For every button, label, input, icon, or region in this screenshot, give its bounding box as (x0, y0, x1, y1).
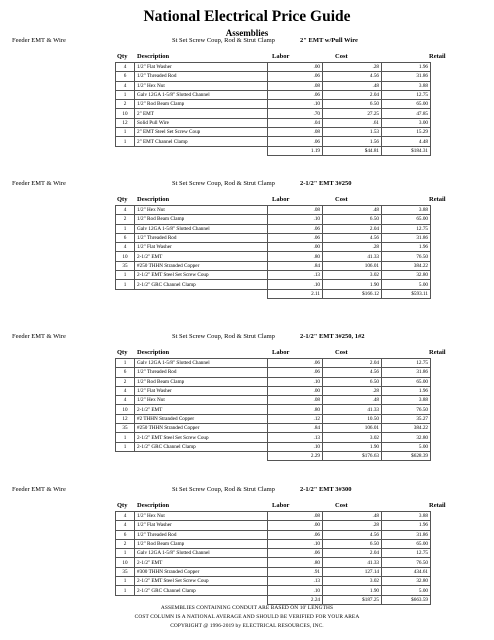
section-assembly-name: 2-1/2" EMT 3#250, 1#2 (300, 333, 365, 340)
labor-cell: .12 (268, 414, 323, 423)
labor-cell: .84 (268, 261, 323, 270)
total-retail: $663.59 (382, 595, 431, 604)
description-cell: 1/2" Threaded Rod (135, 233, 268, 242)
qty-cell: 35 (116, 424, 135, 433)
table-row (116, 243, 431, 252)
table-row (116, 252, 431, 261)
qty-cell: 2 (116, 377, 135, 386)
description-cell: 1/2" Hex Nut (135, 81, 268, 90)
table-row (116, 359, 431, 368)
total-retail: $184.31 (382, 146, 431, 155)
labor-cell: .00 (268, 63, 323, 72)
labor-cell: .10 (268, 100, 323, 109)
items-table (115, 358, 431, 461)
retail-cell: 5.00 (382, 586, 431, 595)
description-cell: 1/2" Hex Nut (135, 512, 268, 521)
qty-cell: 1 (116, 586, 135, 595)
labor-header: Labor (272, 53, 290, 60)
description-header: Description (137, 502, 170, 509)
description-cell: 1/2" Hex Nut (135, 396, 268, 405)
labor-cell: .10 (268, 280, 323, 289)
cost-cell: 4.56 (323, 530, 382, 539)
description-cell: 2-1/2" GRC Channel Clamp (135, 280, 268, 289)
qty-cell: 1 (116, 90, 135, 99)
retail-cell: 1.96 (382, 521, 431, 530)
description-cell: 2-1/2" EMT Steel Set Screw Coup (135, 577, 268, 586)
column-headers (0, 502, 494, 511)
total-labor: 2.11 (268, 289, 323, 298)
cost-cell: .48 (323, 396, 382, 405)
description-cell: Galv 12GA 1-5/8" Slotted Channel (135, 224, 268, 233)
labor-cell: .80 (268, 405, 323, 414)
qty-cell: 1 (116, 280, 135, 289)
retail-cell: 65.00 (382, 539, 431, 548)
labor-cell: .00 (268, 521, 323, 530)
description-cell: Galv 12GA 1-5/8" Slotted Channel (135, 549, 268, 558)
retail-cell: 1.96 (382, 386, 431, 395)
labor-cell: .00 (268, 243, 323, 252)
blank-cell (135, 595, 268, 604)
labor-cell: .06 (268, 359, 323, 368)
qty-cell: 4 (116, 512, 135, 521)
table-row (116, 206, 431, 215)
description-cell: 1/2" Hex Nut (135, 206, 268, 215)
labor-cell: .08 (268, 396, 323, 405)
qty-cell: 1 (116, 577, 135, 586)
cost-cell: 6.50 (323, 215, 382, 224)
retail-header: Retail (429, 196, 446, 203)
labor-header: Labor (272, 349, 290, 356)
retail-cell: 384.22 (382, 424, 431, 433)
table-row (116, 215, 431, 224)
description-cell: 2-1/2" EMT (135, 252, 268, 261)
labor-header: Labor (272, 196, 290, 203)
labor-cell: .08 (268, 512, 323, 521)
description-cell: 1/2" Rod Beam Clamp (135, 377, 268, 386)
blank-cell (116, 146, 135, 155)
retail-cell: 12.75 (382, 359, 431, 368)
table-row (116, 63, 431, 72)
cost-header: Cost (335, 196, 348, 203)
description-cell: 1/2" Threaded Rod (135, 72, 268, 81)
labor-cell: .13 (268, 433, 323, 442)
retail-cell: 5.00 (382, 442, 431, 451)
cost-cell: .28 (323, 63, 382, 72)
section-fittings: St Set Screw Coup, Rod & Strut Clamp (172, 180, 275, 187)
total-labor: 2.24 (268, 595, 323, 604)
cost-cell: 41.33 (323, 252, 382, 261)
retail-cell: 32.80 (382, 433, 431, 442)
labor-cell: .80 (268, 558, 323, 567)
retail-cell: 4.48 (382, 137, 431, 146)
table-row (116, 521, 431, 530)
table-row (116, 442, 431, 451)
table-row (116, 128, 431, 137)
retail-cell: 15.29 (382, 128, 431, 137)
qty-cell: 4 (116, 386, 135, 395)
labor-cell: .70 (268, 109, 323, 118)
footer-copyright: COPYRIGHT @ 1996-2019 by ELECTRICAL RESOURCES, INC. (170, 623, 324, 629)
retail-header: Retail (429, 53, 446, 60)
cost-header: Cost (335, 53, 348, 60)
section-assembly-name: 2-1/2" EMT 3#250 (300, 180, 352, 187)
section-category: Feeder EMT & Wire (12, 486, 66, 493)
retail-header: Retail (429, 502, 446, 509)
labor-cell: .08 (268, 128, 323, 137)
blank-cell (135, 289, 268, 298)
qty-cell: 1 (116, 359, 135, 368)
totals-row (116, 146, 431, 155)
section-assembly-name: 2-1/2" EMT 3#300 (300, 486, 352, 493)
total-labor: 2.29 (268, 451, 323, 460)
retail-cell: 35.27 (382, 414, 431, 423)
description-cell: 2" EMT Steel Set Screw Coup (135, 128, 268, 137)
description-cell: #300 THHN Stranded Copper (135, 567, 268, 576)
qty-cell: 1 (116, 224, 135, 233)
table-row (116, 377, 431, 386)
table-row (116, 137, 431, 146)
cost-cell: 41.33 (323, 558, 382, 567)
cost-cell: 4.56 (323, 368, 382, 377)
retail-cell: 3.88 (382, 512, 431, 521)
labor-cell: .06 (268, 549, 323, 558)
total-retail: $593.11 (382, 289, 431, 298)
table-row (116, 386, 431, 395)
cost-cell: .48 (323, 81, 382, 90)
cost-cell: 2.04 (323, 359, 382, 368)
qty-header: Qty (117, 349, 128, 356)
blank-cell (116, 595, 135, 604)
section-assembly-name: 2" EMT w/Pull Wire (300, 37, 358, 44)
totals-row (116, 451, 431, 460)
qty-header: Qty (117, 53, 128, 60)
qty-cell: 12 (116, 414, 135, 423)
description-cell: 2-1/2" EMT (135, 558, 268, 567)
table-row (116, 90, 431, 99)
footer-note-cost: COST COLUMN IS A NATIONAL AVERAGE AND SHOULD BE VERIFIED FOR YOUR AREA (134, 614, 360, 620)
description-cell: 2-1/2" GRC Channel Clamp (135, 442, 268, 451)
total-cost: $187.25 (323, 595, 382, 604)
labor-cell: .10 (268, 539, 323, 548)
table-row (116, 549, 431, 558)
retail-cell: 5.00 (382, 280, 431, 289)
description-cell: 1/2" Flat Washer (135, 243, 268, 252)
cost-cell: 6.50 (323, 377, 382, 386)
qty-cell: 1 (116, 442, 135, 451)
table-row (116, 396, 431, 405)
labor-cell: .10 (268, 586, 323, 595)
cost-cell: 10.50 (323, 414, 382, 423)
retail-cell: 47.85 (382, 109, 431, 118)
qty-cell: 6 (116, 368, 135, 377)
qty-cell: 35 (116, 567, 135, 576)
qty-cell: 1 (116, 128, 135, 137)
qty-cell: 1 (116, 271, 135, 280)
description-cell: 2-1/2" EMT (135, 405, 268, 414)
description-cell: #2 THHN Stranded Copper (135, 414, 268, 423)
table-row (116, 368, 431, 377)
labor-cell: .84 (268, 424, 323, 433)
labor-cell: .91 (268, 567, 323, 576)
blank-cell (135, 146, 268, 155)
description-cell: 1/2" Rod Beam Clamp (135, 215, 268, 224)
section-fittings: St Set Screw Coup, Rod & Strut Clamp (172, 486, 275, 493)
cost-cell: 27.25 (323, 109, 382, 118)
description-cell: 1/2" Threaded Rod (135, 368, 268, 377)
qty-cell: 10 (116, 109, 135, 118)
cost-cell: 127.14 (323, 567, 382, 576)
description-cell: 2-1/2" GRC Channel Clamp (135, 586, 268, 595)
footer-note-conduit: ASSEMBLIES CONTAINING CONDUIT ARE BASED ON 10' LENGTHS (160, 605, 334, 611)
description-cell: 2" EMT (135, 109, 268, 118)
qty-cell: 4 (116, 63, 135, 72)
cost-cell: .28 (323, 521, 382, 530)
table-row (116, 558, 431, 567)
cost-cell: 1.90 (323, 442, 382, 451)
section-fittings: St Set Screw Coup, Rod & Strut Clamp (172, 37, 275, 44)
retail-cell: 31.86 (382, 368, 431, 377)
retail-cell: 65.00 (382, 215, 431, 224)
cost-cell: 3.02 (323, 577, 382, 586)
cost-cell: 2.04 (323, 549, 382, 558)
section-category: Feeder EMT & Wire (12, 180, 66, 187)
retail-cell: 12.75 (382, 549, 431, 558)
labor-cell: .08 (268, 206, 323, 215)
section-category: Feeder EMT & Wire (12, 37, 66, 44)
cost-cell: 1.90 (323, 586, 382, 595)
total-cost: $166.12 (323, 289, 382, 298)
description-cell: Galv 12GA 1-5/8" Slotted Channel (135, 359, 268, 368)
labor-cell: .13 (268, 271, 323, 280)
table-row (116, 433, 431, 442)
column-headers (0, 53, 494, 62)
cost-cell: 2.04 (323, 224, 382, 233)
qty-cell: 12 (116, 118, 135, 127)
cost-cell: 3.02 (323, 433, 382, 442)
qty-cell: 35 (116, 261, 135, 270)
description-cell: 1/2" Rod Beam Clamp (135, 100, 268, 109)
qty-cell: 6 (116, 72, 135, 81)
qty-cell: 2 (116, 100, 135, 109)
table-row (116, 118, 431, 127)
table-row (116, 512, 431, 521)
labor-header: Labor (272, 502, 290, 509)
page-title: National Electrical Price Guide (143, 8, 351, 25)
cost-cell: 1.53 (323, 128, 382, 137)
cost-header: Cost (335, 502, 348, 509)
column-headers (0, 196, 494, 205)
column-headers (0, 349, 494, 358)
qty-header: Qty (117, 502, 128, 509)
retail-cell: 434.61 (382, 567, 431, 576)
description-cell: 1/2" Flat Washer (135, 386, 268, 395)
qty-header: Qty (117, 196, 128, 203)
qty-cell: 4 (116, 243, 135, 252)
retail-cell: 65.00 (382, 377, 431, 386)
retail-cell: 32.80 (382, 271, 431, 280)
items-table (115, 511, 431, 605)
qty-cell: 1 (116, 433, 135, 442)
retail-cell: 76.50 (382, 252, 431, 261)
labor-cell: .06 (268, 233, 323, 242)
retail-cell: 12.75 (382, 90, 431, 99)
qty-cell: 4 (116, 206, 135, 215)
description-cell: 1/2" Threaded Rod (135, 530, 268, 539)
qty-cell: 4 (116, 81, 135, 90)
retail-cell: 31.86 (382, 72, 431, 81)
description-cell: 1/2" Rod Beam Clamp (135, 539, 268, 548)
description-cell: 1/2" Flat Washer (135, 63, 268, 72)
labor-cell: .06 (268, 530, 323, 539)
table-row (116, 577, 431, 586)
qty-cell: 2 (116, 215, 135, 224)
description-header: Description (137, 53, 170, 60)
total-cost: $176.63 (323, 451, 382, 460)
labor-cell: .06 (268, 137, 323, 146)
labor-cell: .10 (268, 377, 323, 386)
table-row (116, 539, 431, 548)
cost-cell: 6.50 (323, 100, 382, 109)
retail-cell: 76.50 (382, 405, 431, 414)
total-cost: $44.81 (323, 146, 382, 155)
totals-row (116, 289, 431, 298)
blank-cell (135, 451, 268, 460)
table-row (116, 414, 431, 423)
table-row (116, 233, 431, 242)
table-row (116, 586, 431, 595)
retail-cell: 12.75 (382, 224, 431, 233)
retail-header: Retail (429, 349, 446, 356)
cost-cell: 4.56 (323, 72, 382, 81)
retail-cell: 384.22 (382, 261, 431, 270)
description-cell: 2-1/2" EMT Steel Set Screw Coup (135, 271, 268, 280)
retail-cell: 3.88 (382, 81, 431, 90)
cost-cell: 41.33 (323, 405, 382, 414)
description-cell: #250 THHN Stranded Copper (135, 261, 268, 270)
labor-cell: .13 (268, 577, 323, 586)
qty-cell: 2 (116, 539, 135, 548)
table-row (116, 271, 431, 280)
description-cell: 2-1/2" EMT Steel Set Screw Coup (135, 433, 268, 442)
labor-cell: .08 (268, 81, 323, 90)
cost-cell: 106.01 (323, 261, 382, 270)
labor-cell: .00 (268, 386, 323, 395)
retail-cell: 76.50 (382, 558, 431, 567)
qty-cell: 4 (116, 396, 135, 405)
retail-cell: 3.88 (382, 206, 431, 215)
retail-cell: 32.80 (382, 577, 431, 586)
items-table (115, 205, 431, 299)
description-cell: 1/2" Flat Washer (135, 521, 268, 530)
cost-header: Cost (335, 349, 348, 356)
cost-cell: .48 (323, 512, 382, 521)
table-row (116, 405, 431, 414)
labor-cell: .04 (268, 118, 323, 127)
table-row (116, 109, 431, 118)
table-row (116, 530, 431, 539)
totals-row (116, 595, 431, 604)
labor-cell: .10 (268, 442, 323, 451)
table-row (116, 280, 431, 289)
cost-cell: 106.01 (323, 424, 382, 433)
qty-cell: 1 (116, 549, 135, 558)
labor-cell: .06 (268, 72, 323, 81)
section-fittings: St Set Screw Coup, Rod & Strut Clamp (172, 333, 275, 340)
cost-cell: 2.04 (323, 90, 382, 99)
retail-cell: 31.86 (382, 530, 431, 539)
table-row (116, 224, 431, 233)
table-row (116, 567, 431, 576)
description-cell: Galv 12GA 1-5/8" Slotted Channel (135, 90, 268, 99)
cost-cell: .48 (323, 206, 382, 215)
section-category: Feeder EMT & Wire (12, 333, 66, 340)
cost-cell: 6.50 (323, 539, 382, 548)
table-row (116, 261, 431, 270)
qty-cell: 10 (116, 405, 135, 414)
total-retail: $628.39 (382, 451, 431, 460)
qty-cell: 10 (116, 252, 135, 261)
table-row (116, 72, 431, 81)
retail-cell: 65.00 (382, 100, 431, 109)
page-subtitle: Assemblies (225, 28, 269, 38)
items-table (115, 62, 431, 156)
table-row (116, 81, 431, 90)
cost-cell: .61 (323, 118, 382, 127)
retail-cell: 1.96 (382, 243, 431, 252)
description-cell: 2" EMT Channel Clamp (135, 137, 268, 146)
description-header: Description (137, 196, 170, 203)
qty-cell: 1 (116, 137, 135, 146)
qty-cell: 6 (116, 233, 135, 242)
cost-cell: 4.56 (323, 233, 382, 242)
cost-cell: 1.56 (323, 137, 382, 146)
total-labor: 1.19 (268, 146, 323, 155)
description-cell: #250 THHN Stranded Copper (135, 424, 268, 433)
labor-cell: .80 (268, 252, 323, 261)
table-row (116, 100, 431, 109)
table-row (116, 424, 431, 433)
retail-cell: 31.86 (382, 233, 431, 242)
blank-cell (116, 289, 135, 298)
labor-cell: .06 (268, 368, 323, 377)
cost-cell: 3.02 (323, 271, 382, 280)
labor-cell: .10 (268, 215, 323, 224)
labor-cell: .06 (268, 90, 323, 99)
cost-cell: .28 (323, 386, 382, 395)
cost-cell: .28 (323, 243, 382, 252)
description-header: Description (137, 349, 170, 356)
blank-cell (116, 451, 135, 460)
retail-cell: 3.88 (382, 396, 431, 405)
qty-cell: 10 (116, 558, 135, 567)
cost-cell: 1.90 (323, 280, 382, 289)
labor-cell: .06 (268, 224, 323, 233)
retail-cell: 1.96 (382, 63, 431, 72)
description-cell: Solid Pull Wire (135, 118, 268, 127)
qty-cell: 6 (116, 530, 135, 539)
qty-cell: 4 (116, 521, 135, 530)
retail-cell: 3.00 (382, 118, 431, 127)
